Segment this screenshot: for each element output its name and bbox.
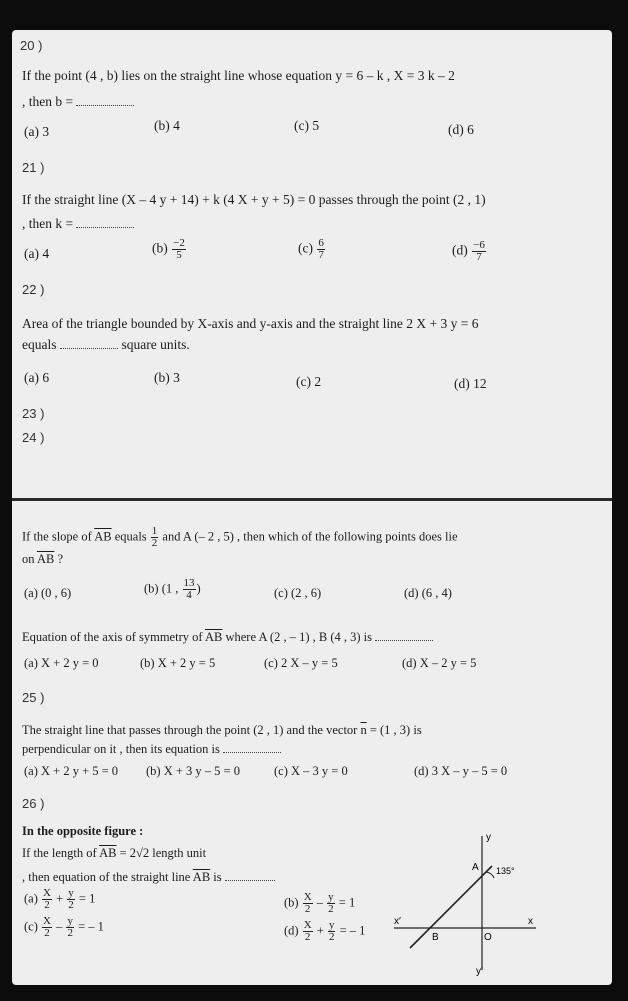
choice-b[interactable]: (b) 3 bbox=[154, 370, 180, 385]
section-divider bbox=[12, 498, 612, 501]
question-text: perpendicular on it , then its equation is bbox=[22, 742, 281, 757]
question-text: , then k = bbox=[22, 216, 134, 232]
choice-a[interactable]: (a) X + 2 y + 5 = 0 bbox=[24, 764, 119, 778]
question-text: The straight line that passes through the point (2 , 1) and the vector $\overline{n} = (1$ , 3) is bbox=[22, 723, 422, 737]
choice-b[interactable]: (b) X + 2 y = 5 bbox=[140, 656, 216, 670]
choice-d[interactable]: (d) (6 , 4) bbox=[404, 586, 452, 600]
choice-c[interactable]: (c) (2 , 6) bbox=[274, 586, 322, 600]
coordinate-figure bbox=[390, 828, 540, 978]
choice-d[interactable]: (d) 12 bbox=[454, 376, 487, 391]
choice-c[interactable]: (c) 2 bbox=[296, 374, 322, 389]
angle-arc bbox=[486, 872, 494, 878]
label-x: x bbox=[528, 916, 533, 927]
question-text: If the slope of $\overline{AB}$ equals $\frac{1}{2}$ and A (– 2 , 5) , then which of the following points does lie bbox=[22, 525, 458, 549]
question-number: 22 ) bbox=[22, 282, 45, 297]
question-number: 21 ) bbox=[22, 160, 45, 175]
choice-b[interactable]: (b) $\frac{-2}{5}$ bbox=[152, 237, 185, 261]
question-text: , then b = bbox=[22, 94, 134, 110]
question-number: 25 ) bbox=[22, 690, 45, 705]
question-number: 23 ) bbox=[22, 406, 45, 421]
choice-b[interactable]: (b) 4 bbox=[154, 118, 180, 133]
question-text: Area of the triangle bounded by X-axis and y-axis and the straight line 2 X + 3 y = 6 bbox=[22, 316, 479, 331]
label-y-prime: y′ bbox=[476, 966, 483, 977]
choice-c[interactable]: (c) 5 bbox=[294, 118, 320, 133]
choice-a[interactable]: (a) (0 , 6) bbox=[24, 586, 72, 600]
question-text: If the length of $\overline{AB} = 2√2$ length unit bbox=[22, 846, 207, 860]
line-ab bbox=[410, 866, 492, 948]
choice-d[interactable]: (d) $\frac{X}{2}$ + $\frac{y}{2}$ = – 1 bbox=[284, 919, 366, 943]
question-text: If the straight line (X – 4 y + 14) + k (4 X + y + 5) = 0 passes through the point (2 , 1) bbox=[22, 192, 486, 207]
choice-c[interactable]: (c) $\frac{6}{7}$ bbox=[298, 237, 324, 261]
question-number: 24 ) bbox=[22, 430, 45, 445]
worksheet-page bbox=[12, 30, 612, 985]
choice-c[interactable]: (c) X – 3 y = 0 bbox=[274, 764, 348, 778]
choice-a[interactable]: (a) 3 bbox=[24, 124, 50, 139]
question-text: If the point (4 , b) lies on the straight line whose equation y = 6 – k , X = 3 k – 2 bbox=[22, 68, 455, 83]
choice-b[interactable]: (b) (1 , $\frac{13}{4}$ ) bbox=[144, 577, 201, 601]
label-origin: O bbox=[484, 932, 492, 943]
question-text: on $\overline{AB}$ ? bbox=[22, 552, 63, 566]
choice-d[interactable]: (d) X – 2 y = 5 bbox=[402, 656, 477, 670]
question-number: 26 ) bbox=[22, 796, 45, 811]
choice-d[interactable]: (d) 6 bbox=[448, 122, 474, 137]
choice-a[interactable]: (a) 4 bbox=[24, 246, 50, 261]
label-x-prime: x′ bbox=[394, 916, 401, 927]
choice-b[interactable]: (b) X + 3 y – 5 = 0 bbox=[146, 764, 240, 778]
choice-a[interactable]: (a) $\frac{X}{2}$ + $\frac{y}{2}$ = 1 bbox=[24, 887, 96, 911]
choice-c[interactable]: (c) $\frac{X}{2}$ – $\frac{y}{2}$ = – 1 bbox=[24, 915, 104, 939]
question-heading: In the opposite figure : bbox=[22, 824, 144, 838]
label-angle: 135° bbox=[496, 866, 515, 876]
choice-c[interactable]: (c) 2 X – y = 5 bbox=[264, 656, 338, 670]
label-point-a: A bbox=[472, 862, 479, 873]
choice-b[interactable]: (b) $\frac{X}{2}$ – $\frac{y}{2}$ = 1 bbox=[284, 891, 356, 915]
question-text: , then equation of the straight line $\overline{AB}$ is bbox=[22, 870, 275, 885]
choice-a[interactable]: (a) 6 bbox=[24, 370, 50, 385]
question-text: equals square units. bbox=[22, 337, 190, 352]
choice-d[interactable]: (d) 3 X – y – 5 = 0 bbox=[414, 764, 508, 778]
question-text: Equation of the axis of symmetry of $\overline{AB}$ where A (2 , – 1) , B (4 , 3) is bbox=[22, 630, 433, 645]
question-number: 20 ) bbox=[20, 38, 43, 53]
label-y: y bbox=[486, 832, 491, 843]
choice-a[interactable]: (a) X + 2 y = 0 bbox=[24, 656, 99, 670]
choice-d[interactable]: (d) $\frac{-6}{7}$ bbox=[452, 239, 485, 263]
label-point-b: B bbox=[432, 932, 439, 943]
